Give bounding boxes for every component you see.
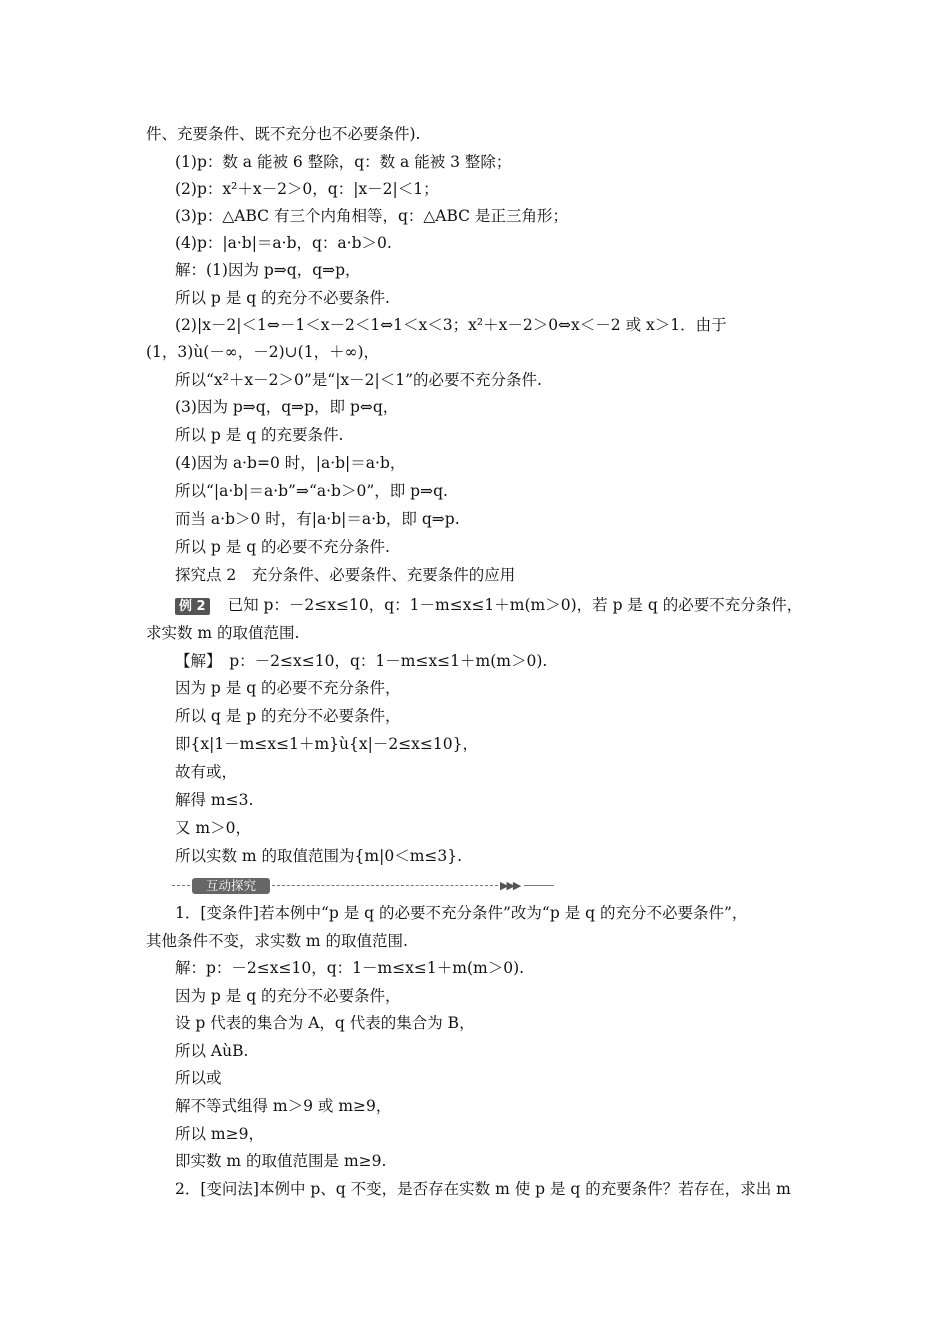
- text-line: 求实数 m 的取值范围.: [146, 624, 300, 642]
- text-line: 解得 m≤3.: [175, 791, 254, 809]
- text-line: 件、充要条件、既不充分也不必要条件).: [146, 125, 421, 143]
- example-badge: 例 2: [175, 598, 210, 615]
- text-line: 故有或，: [175, 763, 238, 781]
- text-line: (4)p：|a·b|＝a·b，q：a·b＞0.: [175, 234, 392, 252]
- text-line: 其他条件不变，求实数 m 的取值范围.: [146, 932, 408, 950]
- interactive-explore-banner: [172, 878, 558, 894]
- text-line: 而当 a·b＞0 时，有|a·b|＝a·b，即 q⇒p.: [175, 510, 460, 528]
- text-line: 即实数 m 的取值范围是 m≥9.: [175, 1152, 387, 1170]
- text-line: 所以 p 是 q 的充分不必要条件.: [175, 289, 390, 307]
- text-line: 所以实数 m 的取值范围为{m|0＜m≤3}.: [175, 847, 463, 865]
- text-line: 因为 p 是 q 的必要不充分条件，: [175, 679, 401, 697]
- text-line: (2)p：x²＋x－2＞0，q：|x－2|＜1；: [175, 180, 439, 198]
- text-line: 所以 p 是 q 的充要条件.: [175, 426, 344, 444]
- text-line: 2．[变问法]本例中 p、q 不变，是否存在实数 m 使 p 是 q 的充要条件？若存在，求出 m: [175, 1180, 791, 1198]
- example-line: [175, 595, 802, 615]
- text-line: (3)因为 p⇒q，q⇒p，即 p⇔q，: [175, 398, 399, 416]
- banner-arrow-icon: ▶▶▶: [500, 879, 520, 892]
- text-line: 因为 p 是 q 的充分不必要条件，: [175, 987, 401, 1005]
- text-line: 所以或: [175, 1069, 222, 1087]
- section-heading: 探究点 2 充分条件、必要条件、充要条件的应用: [175, 566, 516, 584]
- banner-dash-right: [272, 885, 498, 886]
- text-line: 所以“|a·b|＝a·b”⇒“a·b＞0”，即 p⇒q.: [175, 482, 448, 500]
- text-line: (1)p：数 a 能被 6 整除，q：数 a 能被 3 整除；: [175, 153, 512, 171]
- text-line: 解不等式组得 m＞9 或 m≥9，: [175, 1097, 392, 1115]
- text-line: 设 p 代表的集合为 A，q 代表的集合为 B，: [175, 1014, 475, 1032]
- text-line: 所以 AùB.: [175, 1042, 249, 1060]
- text-line: (4)因为 a·b=0 时，|a·b|＝a·b，: [175, 454, 406, 472]
- text-line: (1，3)ù(－∞，－2)∪(1，＋∞)，: [146, 343, 380, 361]
- text-line: 1．[变条件]若本例中“p 是 q 的必要不充分条件”改为“p 是 q 的充分不必要条件”，: [175, 904, 748, 922]
- text-line: 所以 p 是 q 的必要不充分条件.: [175, 538, 390, 556]
- banner-tail: [524, 885, 554, 886]
- text-line: 【解】 p：－2≤x≤10，q：1－m≤x≤1＋m(m＞0).: [175, 652, 548, 670]
- text-line: 所以“x²＋x－2＞0”是“|x－2|＜1”的必要不充分条件.: [175, 371, 542, 389]
- text-line: (2)|x－2|＜1⇔－1＜x－2＜1⇔1＜x＜3；x²＋x－2＞0⇔x＜－2 或 x＞1．由于: [175, 316, 727, 334]
- banner-dash-left: [172, 885, 190, 886]
- example-text: 已知 p：－2≤x≤10，q：1－m≤x≤1＋m(m＞0)，若 p 是 q 的必要不充分条件，: [227, 596, 803, 614]
- banner-label: 互动探究: [192, 878, 270, 894]
- text-line: 又 m＞0，: [175, 819, 251, 837]
- text-line: 解：(1)因为 p⇒q，q⇒p，: [175, 261, 361, 279]
- text-line: (3)p：△ABC 有三个内角相等，q：△ABC 是正三角形；: [175, 207, 568, 225]
- text-line: 解：p：－2≤x≤10，q：1－m≤x≤1＋m(m＞0).: [175, 959, 525, 977]
- text-line: 即{x|1－m≤x≤1＋m}ù{x|－2≤x≤10}，: [175, 735, 478, 753]
- text-line: 所以 m≥9，: [175, 1125, 264, 1143]
- text-line: 所以 q 是 p 的充分不必要条件，: [175, 707, 401, 725]
